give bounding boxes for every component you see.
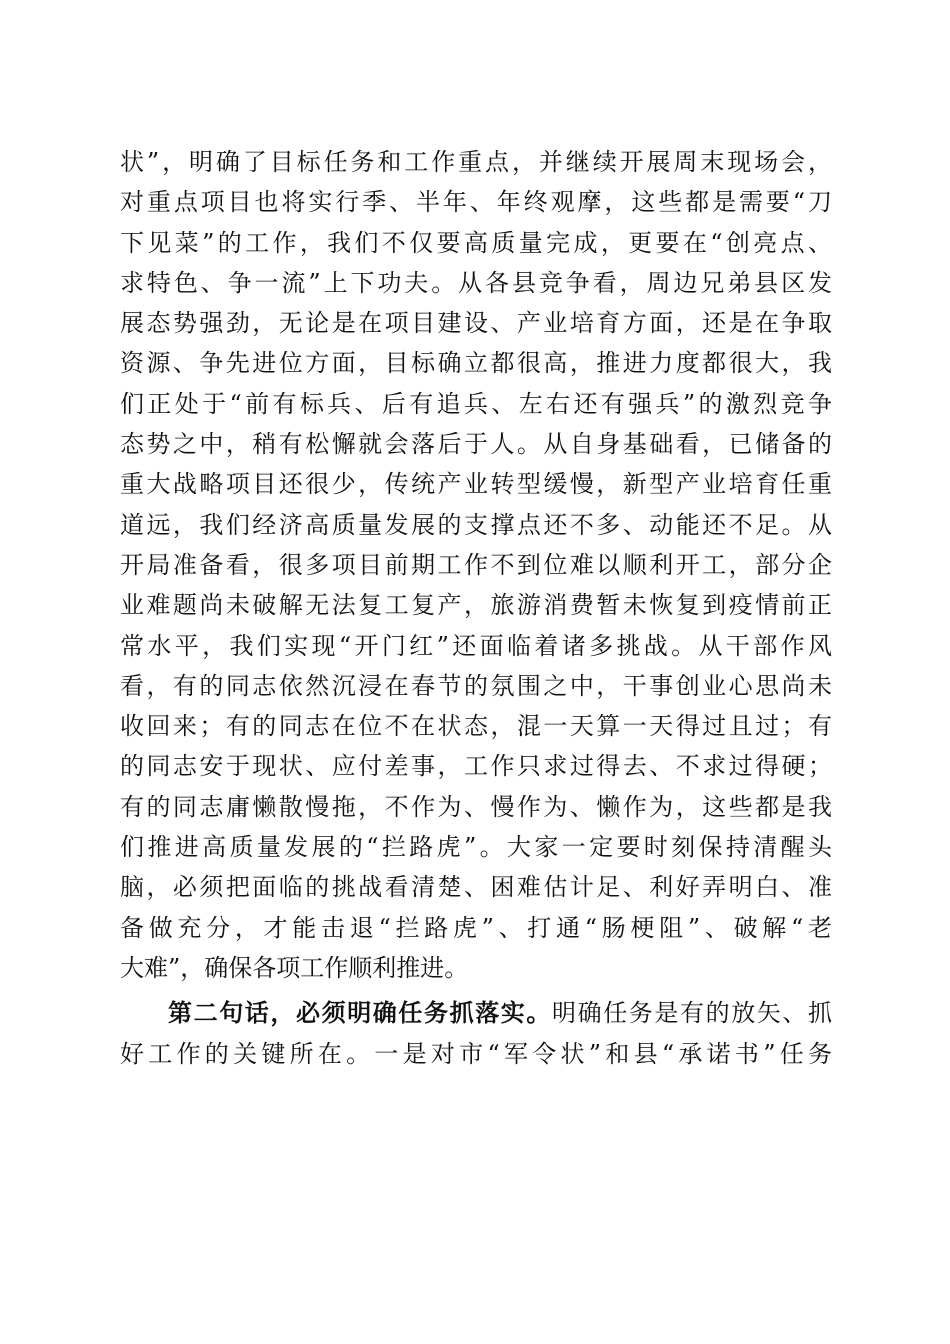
text-line: 求特色、争一流”上下功夫。从各县竞争看，周边兄弟县区发 (120, 268, 832, 297)
text-line: 对重点项目也将实行季、半年、年终观摩，这些都是需要“刀 (120, 188, 832, 217)
text-line: 道远，我们经济高质量发展的支撑点还不多、动能还不足。从 (120, 510, 832, 539)
text-line: 业难题尚未破解无法复工复产，旅游消费暂未恢复到疫情前正 (120, 591, 832, 620)
text-line: 的同志安于现状、应付差事，工作只求过得去、不求过得硬； (120, 752, 832, 781)
paragraph-heading: 第二句话，必须明确任务抓落实。 (168, 998, 552, 1028)
text-line: 资源、争先进位方面，目标确立都很高，推进力度都很大，我 (120, 349, 832, 378)
text-line: 下见菜”的工作，我们不仅要高质量完成，更要在“创亮点、 (120, 228, 832, 257)
text-line: 状”，明确了目标任务和工作重点，并继续开展周末现场会， (120, 148, 832, 176)
text-line: 态势之中，稍有松懈就会落后于人。从自身基础看，已储备的 (120, 430, 832, 459)
text-line: 重大战略项目还很少，传统产业转型缓慢，新型产业培育任重 (120, 470, 832, 499)
paragraph-1 (120, 142, 832, 988)
text-line: 们推进高质量发展的“拦路虎”。大家一定要时刻保持清醒头 (120, 833, 832, 862)
text-line: 大难”，确保各项工作顺利推进。 (120, 953, 469, 982)
text-line: 有的同志庸懒散慢拖，不作为、慢作为、懒作为，这些都是我 (120, 792, 832, 821)
text-line: 看，有的同志依然沉浸在春节的氛围之中，干事创业心思尚未 (120, 671, 832, 700)
text-line: 脑，必须把面临的挑战看清楚、困难估计足、利好弄明白、准 (120, 873, 832, 902)
text-line: 备做充分，才能击退“拦路虎”、打通“肠梗阻”、破解“老 (120, 913, 832, 942)
document-body (120, 142, 832, 1074)
text-line: 开局准备看，很多项目前期工作不到位难以顺利开工，部分企 (120, 550, 832, 579)
text-line: 们正处于“前有标兵、后有追兵、左右还有强兵”的激烈竞争 (120, 389, 832, 418)
text-line: 展态势强劲，无论是在项目建设、产业培育方面，还是在争取 (120, 309, 832, 338)
text-line: 收回来；有的同志在位不在状态，混一天算一天得过且过；有 (120, 712, 832, 741)
text-line: 常水平，我们实现“开门红”还面临着诸多挑战。从干部作风 (120, 631, 832, 660)
paragraph-2 (120, 993, 832, 1074)
text-line (120, 993, 832, 1033)
text-span: 明确任务是有的放矢、抓 (552, 999, 832, 1028)
text-line: 好工作的关键所在。一是对市“军令状”和县“承诺书”任务 (120, 1039, 832, 1068)
